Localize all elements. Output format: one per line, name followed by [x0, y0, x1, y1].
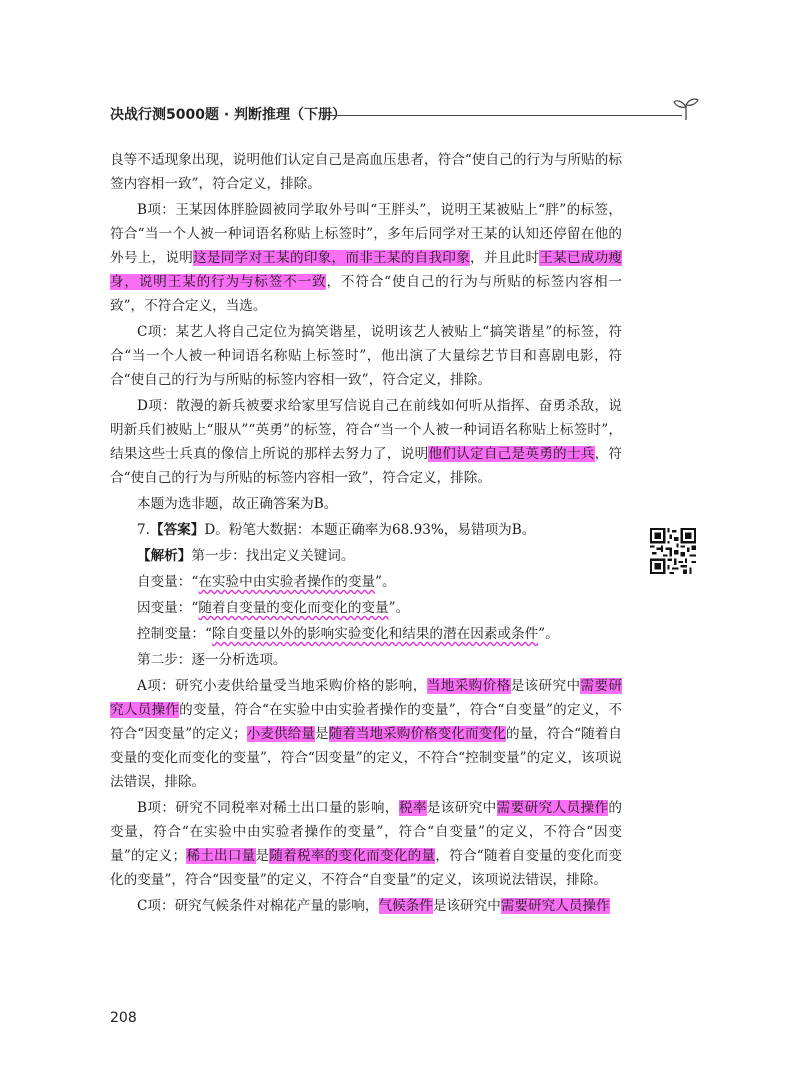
definition-independent	[110, 570, 622, 594]
text-run: 控制变量：“	[137, 626, 212, 642]
text-run: ”。	[538, 626, 559, 642]
page-body	[110, 148, 622, 920]
definition-control	[110, 622, 622, 646]
text-run: ，符合“使自己的行为与所贴的标签内容相一致”，符合定义，排除。	[110, 446, 623, 486]
definition-dependent	[110, 596, 622, 620]
text-run: ”。	[388, 600, 410, 616]
text-run: 是该研究中	[426, 800, 497, 816]
highlighted-text: 税率	[398, 800, 427, 816]
text-run: B项：王某因体胖脸圆被同学取外号叫“王胖头”，说明王某被贴上“胖”的标签，符合“当一个人被一种词语名称贴上标签时”，多年后同学对王某的认知还停留在他的外号上，说明	[110, 202, 622, 266]
text-run: 良等不适现象出现，说明他们认定自己是高血压患者，符合“使自己的行为与所贴的标签内容相一致”，符合定义，排除。	[110, 152, 622, 192]
text-run: D项：散漫的新兵被要求给家里写信说自己在前线如何听从指挥、奋勇杀敌，说明新兵们被贴上“服从”“英勇”的标签，符合“当一个人被一种词语名称贴上标签时”，结果这些士兵真的像信上所说的那样去努力了，说明	[110, 398, 622, 462]
paragraph	[110, 492, 622, 516]
text-run: 7.	[137, 522, 150, 538]
running-header	[110, 100, 700, 130]
text-run: 第一步：找出定义关键词。	[191, 548, 355, 564]
highlighted-text: 需要研究人员操作	[110, 678, 623, 718]
text-run: 是该研究中	[510, 678, 581, 694]
text-run: C项：某艺人将自己定位为搞笑谐星，说明该艺人被贴上“搞笑谐星”的标签，符合“当一个人被一种词语名称贴上标签时”，他出演了大量综艺节目和喜剧电影，符合“使自己的行为与所贴的标签内容相一致”，符合定义，排除。	[110, 324, 622, 388]
highlighted-text: 需要研究人员操作	[496, 800, 609, 816]
bold-label: 【答案】	[149, 522, 205, 538]
book-title: 决战行测5000题 · 判断推理（下册）	[110, 107, 347, 123]
option-a	[110, 674, 622, 794]
paragraph	[110, 394, 622, 490]
highlighted-text: 需要研究人员操作	[500, 898, 610, 914]
text-run: ，并且此时	[469, 250, 540, 266]
highlighted-text: 稀土出口量	[186, 848, 256, 864]
text-run: 是该研究中	[432, 898, 501, 914]
paragraph	[110, 148, 622, 196]
text-run: C项：研究气候条件对棉花产量的影响，	[137, 898, 379, 914]
highlighted-text: 这是同学对王某的印象，而非王某的自我印象	[193, 250, 470, 266]
analysis-line	[110, 544, 622, 568]
answer-line	[110, 518, 622, 542]
underlined-text: 在实验中由实验者操作的变量	[198, 574, 376, 590]
option-b	[110, 796, 622, 892]
bold-label: 【解析】	[137, 548, 192, 564]
text-run: 自变量：“	[137, 574, 199, 590]
underlined-text: 除自变量以外的影响实验变化和结果的潜在因素或条件	[211, 626, 539, 642]
page-number: 208	[110, 1010, 137, 1026]
text-run: ”。	[375, 574, 396, 590]
paragraph	[110, 320, 622, 392]
header-rule	[322, 115, 682, 116]
text-run: ，符合“随着自变量的变化而变化的变量”，符合“因变量”的定义，不符合“自变量”的定义，该项说法错误，排除。	[110, 848, 623, 888]
qr-code[interactable]	[650, 528, 696, 574]
highlighted-text: 随着税率的变化而变化的量	[269, 848, 436, 864]
text-run: 的变量，符合“在实验中由实验者操作的变量”，符合“自变量”的定义，不符合“因变量”的定义；	[110, 800, 623, 864]
text-run: 是	[255, 848, 270, 864]
highlighted-text: 随着当地采购价格变化而变化	[328, 726, 506, 742]
text-run: 本题为选非题，故正确答案为B。	[137, 496, 338, 512]
text-run: 因变量：“	[137, 600, 199, 616]
highlighted-text: 他们认定自己是英勇的士兵	[428, 446, 595, 462]
underlined-text: 随着自变量的变化而变化的变量	[198, 600, 389, 616]
text-run: A项：研究小麦供给量受当地采购价格的影响，	[137, 678, 427, 694]
highlighted-text: 王某已成功瘦身，说明王某的行为与标签不一致	[110, 250, 623, 290]
text-run: 是	[314, 726, 329, 742]
text-run: 的量，符合“随着自变量的变化而变化的变量”，符合“因变量”的定义，不符合“控制变量”的定义，该项说法错误，排除。	[110, 726, 623, 790]
paragraph	[110, 198, 622, 318]
highlighted-text: 当地采购价格	[426, 678, 511, 694]
text-run: B项：研究不同税率对稀土出口量的影响，	[137, 800, 399, 816]
highlighted-text: 小麦供给量	[246, 726, 315, 742]
sprout-icon	[672, 96, 700, 122]
text-run: D。粉笔大数据：本题正确率为68.93%，易错项为B。	[204, 522, 536, 538]
highlighted-text: 气候条件	[378, 898, 433, 914]
option-c	[110, 894, 622, 918]
text-run: 第二步：逐一分析选项。	[137, 652, 287, 668]
text-run: ，不符合“使自己的行为与所贴的标签内容相一致”，不符合定义，当选。	[110, 274, 622, 314]
text-run: 的变量，符合“在实验中由实验者操作的变量”，符合“自变量”的定义，不符合“因变量”的定义；	[110, 702, 623, 742]
step-two	[110, 648, 622, 672]
